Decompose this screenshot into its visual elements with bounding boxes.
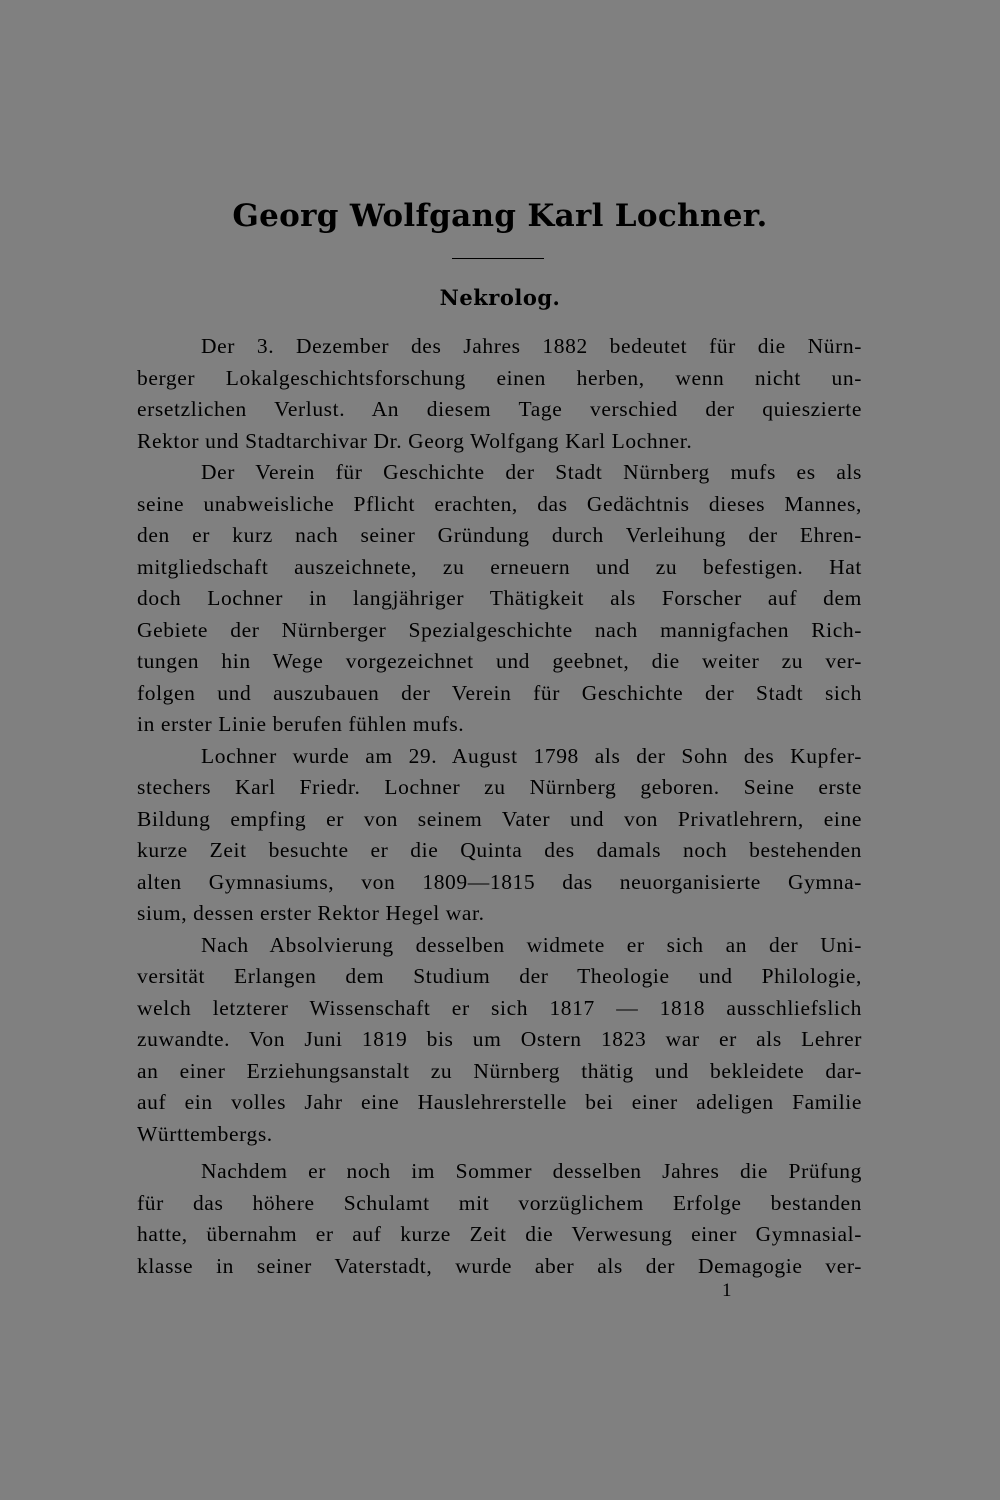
document-subtitle: Nekrolog. (439, 285, 561, 310)
text-line: alten Gymnasiums, von 1809—1815 das neuorganisierte Gymna- (137, 869, 862, 894)
text-line: Der 3. Dezember des Jahres 1882 bedeutet für die Nürn- (201, 334, 862, 358)
paragraph-1 (137, 331, 862, 457)
text-line: ersetzlichen Verlust. An diesem Tage verschied der quieszierte (137, 397, 862, 421)
text-line: Gebiete der Nürnberger Spezialgeschichte nach mannigfachen Rich- (137, 617, 862, 642)
paragraph-2 (137, 457, 862, 741)
text-line: berger Lokalgeschichtsforschung einen herben, wenn nicht un- (137, 365, 862, 390)
text-line: Bildung empfing er von seinem Vater und von Privatlehrern, eine (137, 806, 862, 831)
text-line: folgen und auszubauen der Verein für Geschichte der Stadt sich (137, 680, 862, 705)
text-line: Württembergs. (137, 1121, 273, 1146)
text-line: sium, dessen erster Rektor Hegel war. (137, 901, 485, 925)
text-line: kurze Zeit besuchte er die Quinta des damals noch bestehenden (137, 838, 862, 862)
paragraph-4 (137, 930, 862, 1151)
text-line: doch Lochner in langjähriger Thätigkeit als Forscher auf dem (137, 586, 862, 610)
text-line: den er kurz nach seiner Gründung durch Verleihung der Ehren- (137, 523, 862, 547)
title-divider (452, 258, 544, 259)
text-line: stechers Karl Friedr. Lochner zu Nürnberg geboren. Seine erste (137, 775, 862, 799)
text-line: auf ein volles Jahr eine Hauslehrerstelle bei einer adeligen Familie (137, 1090, 862, 1114)
text-line: mitgliedschaft auszeichnete, zu erneuern und zu befestigen. Hat (137, 554, 862, 579)
text-line: Rektor und Stadtarchivar Dr. Georg Wolfgang Karl Lochner. (137, 428, 693, 453)
page-number: 1 (722, 1280, 732, 1301)
text-line: hatte, übernahm er auf kurze Zeit die Verwesung einer Gymnasial- (137, 1222, 862, 1246)
text-line: welch letzterer Wissenschaft er sich 1817 — 1818 ausschliefslich (137, 995, 862, 1020)
text-line: Lochner wurde am 29. August 1798 als der Sohn des Kupfer- (201, 743, 862, 768)
text-line: Der Verein für Geschichte der Stadt Nürnberg mufs es als (201, 460, 862, 484)
text-line: klasse in seiner Vaterstadt, wurde aber als der Demagogie ver- (137, 1253, 862, 1278)
text-line: Nach Absolvierung desselben widmete er sich an der Uni- (201, 932, 862, 957)
text-line: in erster Linie berufen fühlen mufs. (137, 712, 465, 736)
paragraph-3 (137, 741, 862, 930)
text-line: tungen hin Wege vorgezeichnet und geebnet, die weiter zu ver- (137, 649, 862, 673)
document-title: Georg Wolfgang Karl Lochner. (232, 198, 768, 234)
text-line: zuwandte. Von Juni 1819 bis um Ostern 1823 war er als Lehrer (137, 1027, 862, 1051)
paragraph-5 (137, 1156, 862, 1282)
body-text (137, 331, 862, 1282)
text-line: seine unabweisliche Pflicht erachten, das Gedächtnis dieses Mannes, (137, 491, 862, 516)
text-line: versität Erlangen dem Studium der Theologie und Philologie, (137, 964, 862, 988)
text-line: Nachdem er noch im Sommer desselben Jahres die Prüfung (201, 1159, 862, 1183)
text-line: an einer Erziehungsanstalt zu Nürnberg thätig und bekleidete dar- (137, 1058, 862, 1083)
text-line: für das höhere Schulamt mit vorzüglichem Erfolge bestanden (137, 1190, 862, 1215)
